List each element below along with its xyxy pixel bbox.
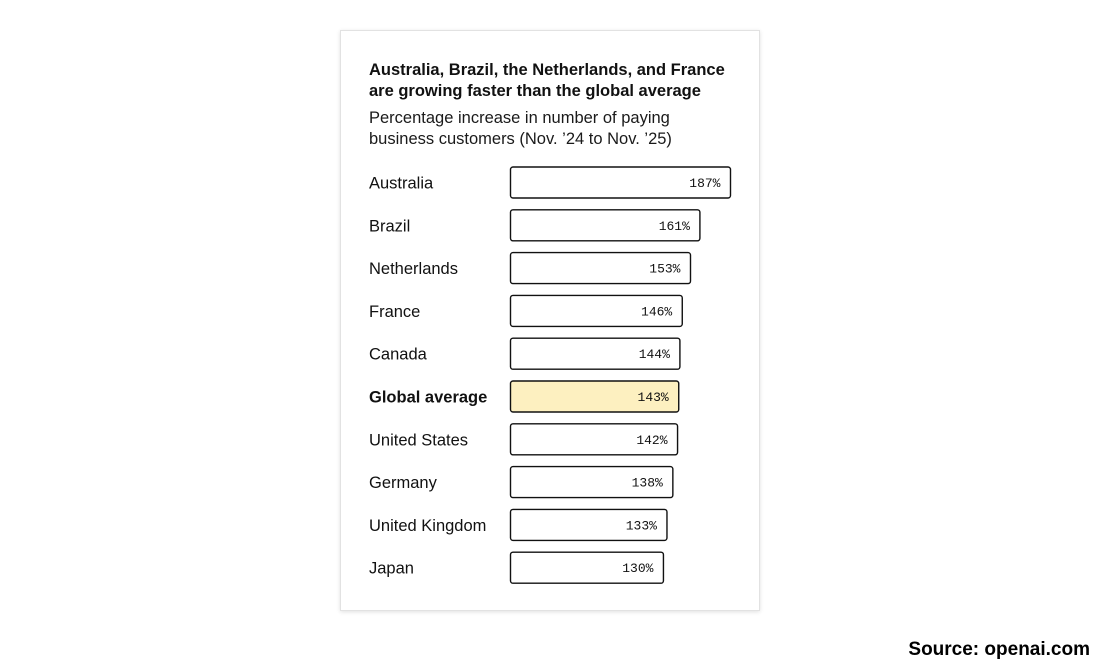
category-label-netherlands: Netherlands xyxy=(369,260,458,279)
category-label-japan: Japan xyxy=(369,559,414,578)
value-label-australia: 187% xyxy=(689,176,721,191)
category-label-united-kingdom: United Kingdom xyxy=(369,516,487,535)
category-label-france: France xyxy=(369,302,421,321)
value-label-united-kingdom: 133% xyxy=(625,518,657,534)
source-credit: Source: openai.com xyxy=(908,639,1090,660)
category-label-united-states: United States xyxy=(369,431,469,450)
value-label-canada: 144% xyxy=(638,347,670,363)
value-label-brazil: 161% xyxy=(658,218,690,234)
value-label-global-average: 143% xyxy=(637,390,669,405)
chart-subtitle: Percentage increase in number of paying business customers (Nov. ’24 to Nov. ’25) xyxy=(369,109,672,148)
chart-title: Australia, Brazil, the Netherlands, and France are growing faster than the global average xyxy=(369,61,725,100)
bar-chart xyxy=(341,31,759,610)
value-label-japan: 130% xyxy=(622,561,654,577)
value-label-netherlands: 153% xyxy=(649,261,681,277)
category-label-australia: Australia xyxy=(369,174,434,193)
category-label-germany: Germany xyxy=(369,474,437,493)
value-label-germany: 138% xyxy=(631,475,663,491)
category-label-brazil: Brazil xyxy=(369,217,411,236)
category-label-canada: Canada xyxy=(369,345,427,364)
chart-card xyxy=(340,30,760,611)
value-label-united-states: 142% xyxy=(636,432,668,448)
category-label-global-average: Global average xyxy=(369,388,488,407)
value-label-france: 146% xyxy=(641,304,673,320)
